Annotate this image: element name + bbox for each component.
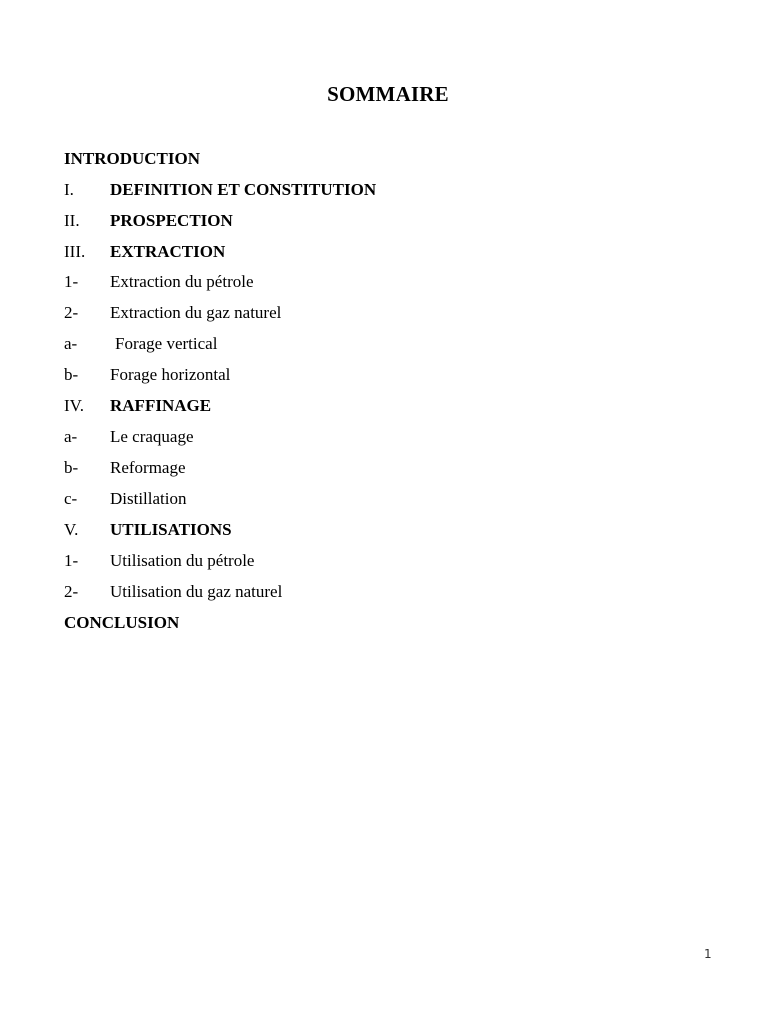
toc-entry-label: UTILISATIONS: [110, 520, 232, 539]
toc-entry-label: Utilisation du gaz naturel: [110, 582, 283, 601]
toc-entry-number: V.: [64, 520, 79, 539]
toc-entry-number: a-: [64, 334, 78, 353]
toc-entry-number: 2-: [64, 303, 79, 322]
toc-entry-label: CONCLUSION: [64, 613, 180, 632]
toc-entry-number: b-: [64, 365, 79, 384]
toc-entry-definition: [64, 177, 704, 208]
page-number: 1: [704, 947, 712, 961]
page-title: SOMMAIRE: [327, 82, 449, 106]
toc-entry-number: c-: [64, 489, 78, 508]
toc-entry-extraction-gaz: [64, 300, 704, 331]
table-of-contents: [64, 146, 704, 641]
toc-entry-number: III.: [64, 242, 86, 261]
toc-entry-label: RAFFINAGE: [110, 396, 212, 415]
toc-entry-label: Extraction du gaz naturel: [110, 303, 282, 322]
toc-entry-extraction: [64, 239, 704, 269]
toc-entry-label: Reformage: [110, 458, 186, 477]
toc-entry-label: DEFINITION ET CONSTITUTION: [110, 180, 377, 199]
toc-entry-label: Extraction du pétrole: [110, 272, 254, 291]
toc-entry-utilisation-gaz: [64, 579, 704, 610]
toc-entry-label: INTRODUCTION: [64, 149, 201, 168]
toc-entry-forage-vertical: [64, 331, 704, 362]
toc-entry-utilisation-petrole: [64, 548, 704, 579]
toc-entry-prospection: [64, 208, 704, 239]
toc-entry-label: Forage vertical: [115, 334, 218, 353]
toc-entry-number: I.: [64, 180, 74, 199]
toc-entry-craquage: [64, 424, 704, 455]
toc-entry-number: II.: [64, 211, 80, 230]
toc-entry-number: b-: [64, 458, 79, 477]
toc-entry-utilisations: [64, 517, 704, 548]
toc-entry-label: Forage horizontal: [110, 365, 231, 384]
toc-entry-forage-horizontal: [64, 362, 704, 393]
toc-entry-label: PROSPECTION: [110, 211, 233, 230]
toc-entry-number: 1-: [64, 551, 79, 570]
toc-entry-number: a-: [64, 427, 78, 446]
toc-entry-distillation: [64, 486, 704, 517]
toc-entry-reformage: [64, 455, 704, 486]
toc-entry-extraction-petrole: [64, 269, 704, 300]
toc-entry-number: IV.: [64, 396, 84, 415]
toc-entry-number: 2-: [64, 582, 79, 601]
toc-entry-label: Utilisation du pétrole: [110, 551, 255, 570]
toc-entry-number: 1-: [64, 272, 79, 291]
toc-entry-label: Le craquage: [110, 427, 194, 446]
toc-entry-introduction: [64, 146, 704, 177]
toc-entry-conclusion: [64, 610, 704, 641]
toc-entry-label: Distillation: [110, 489, 187, 508]
toc-entry-label: EXTRACTION: [110, 242, 226, 261]
toc-entry-raffinage: [64, 393, 704, 424]
